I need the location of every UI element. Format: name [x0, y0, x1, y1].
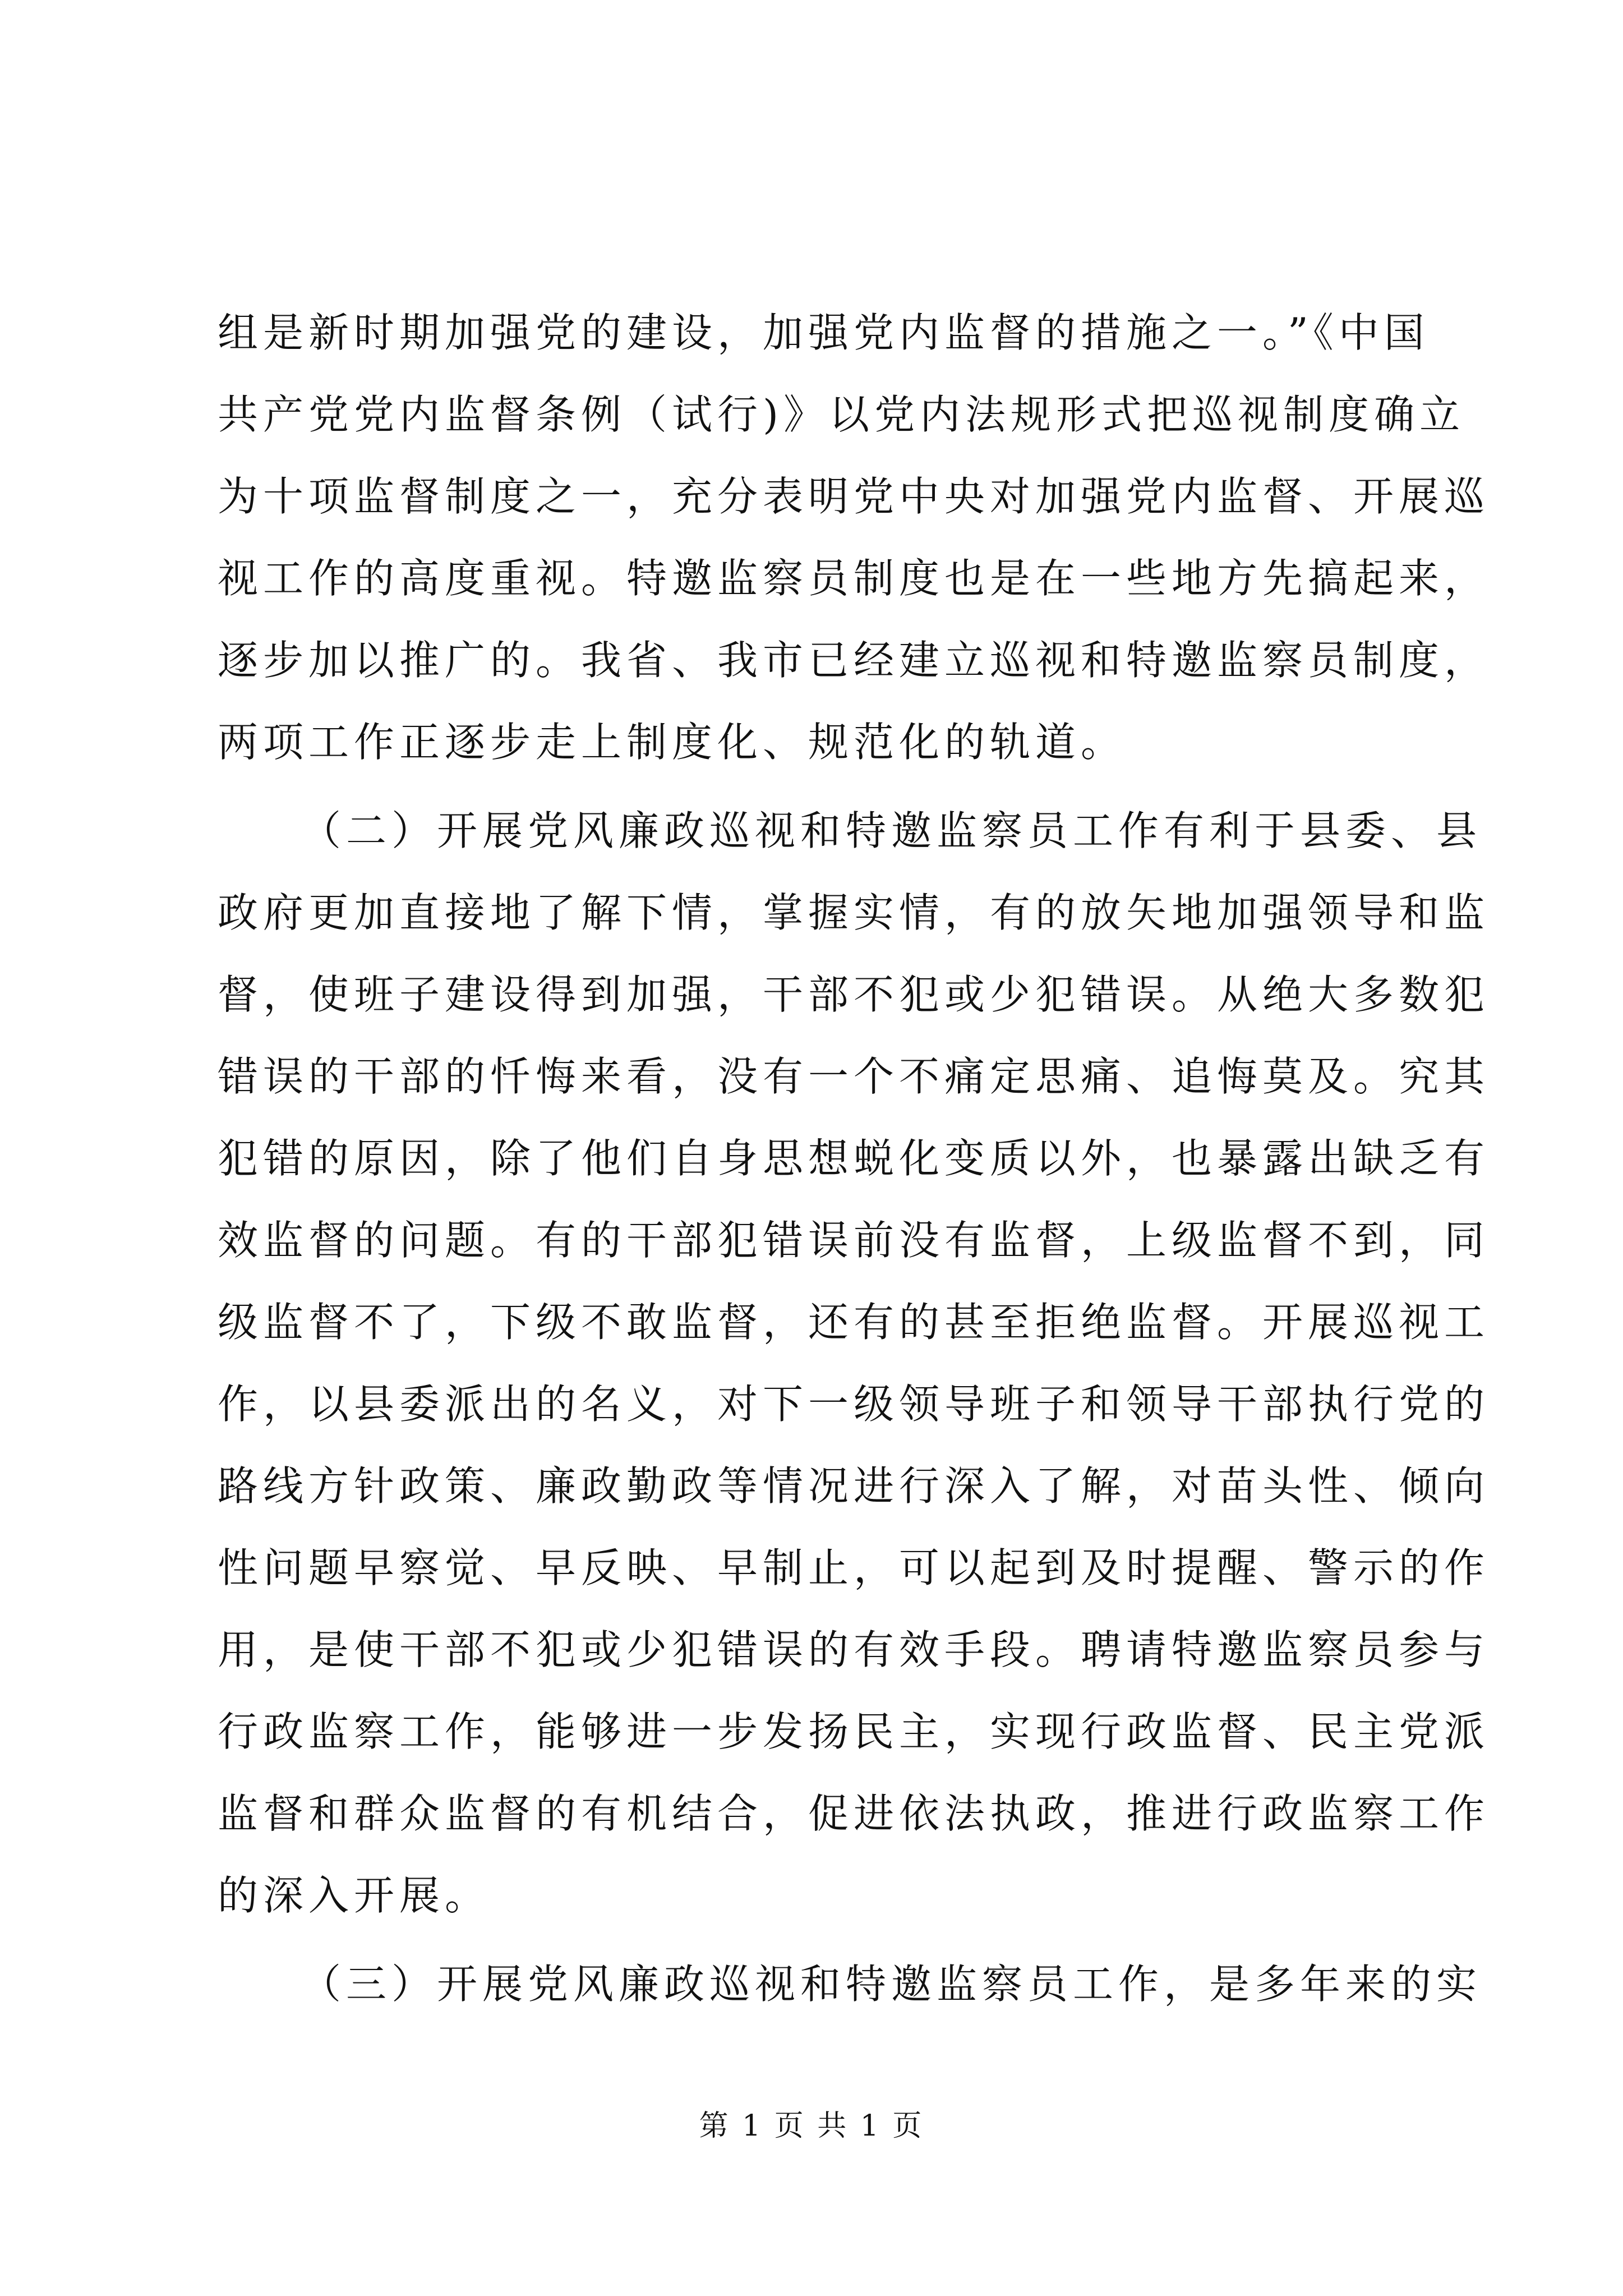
text-line: 路线方针政策、廉政勤政等情况进行深入了解，对苗头性、倾向 — [218, 1462, 1490, 1510]
page-footer: 第 1 页 共 1 页 — [699, 2109, 924, 2143]
paragraph-gap — [218, 1936, 1409, 1943]
text-line: 逐步加以推广的。我省、我市已经建立巡视和特邀监察员制度， — [218, 637, 1490, 684]
text-line: （二）开展党风廉政巡视和特邀监察员工作有利于县委、县 — [301, 807, 1482, 854]
text-line: 两项工作正逐步走上制度化、规范化的轨道。 — [218, 719, 1127, 766]
paragraph-3 — [218, 1943, 1482, 2025]
paragraph-gap — [218, 783, 1409, 790]
text-line: 用，是使干部不犯或少犯错误的有效手段。聘请特邀监察员参与 — [218, 1626, 1490, 1673]
text-line: 政府更加直接地了解下情，掌握实情，有的放矢地加强领导和监 — [218, 889, 1490, 936]
text-line: 犯错的原因，除了他们自身思想蜕化变质以外，也暴露出缺乏有 — [218, 1135, 1490, 1182]
text-line: （三）开展党风廉政巡视和特邀监察员工作，是多年来的实 — [301, 1961, 1482, 2008]
text-line: 组是新时期加强党的建设，加强党内监督的措施之一。”《中国 — [218, 309, 1430, 356]
text-line: 的深入开展。 — [218, 1872, 491, 1919]
text-line: 行政监察工作，能够进一步发扬民主，实现行政监督、民主党派 — [218, 1708, 1490, 1755]
paragraph-2 — [218, 790, 1490, 1936]
text-line: 督，使班子建设得到加强，干部不犯或少犯错误。从绝大多数犯 — [218, 971, 1490, 1018]
text-line: 级监督不了，下级不敢监督，还有的甚至拒绝监督。开展巡视工 — [218, 1299, 1490, 1346]
document-body — [218, 292, 1490, 2025]
text-line: 共产党党内监督条例（试行)》以党内法规形式把巡视制度确立 — [218, 391, 1465, 438]
paragraph-1 — [218, 292, 1490, 783]
text-line: 性问题早察觉、早反映、早制止，可以起到及时提醒、警示的作 — [218, 1544, 1490, 1591]
text-line: 效监督的问题。有的干部犯错误前没有监督，上级监督不到，同 — [218, 1217, 1490, 1264]
text-line: 作，以县委派出的名义，对下一级领导班子和领导干部执行党的 — [218, 1381, 1490, 1428]
text-line: 错误的干部的忏悔来看，没有一个不痛定思痛、追悔莫及。究其 — [218, 1053, 1490, 1100]
text-line: 监督和群众监督的有机结合，促进依法执政，推进行政监察工作 — [218, 1790, 1490, 1837]
text-line: 视工作的高度重视。特邀监察员制度也是在一些地方先搞起来， — [218, 555, 1490, 602]
text-line: 为十项监督制度之一，充分表明党中央对加强党内监督、开展巡 — [218, 473, 1490, 520]
